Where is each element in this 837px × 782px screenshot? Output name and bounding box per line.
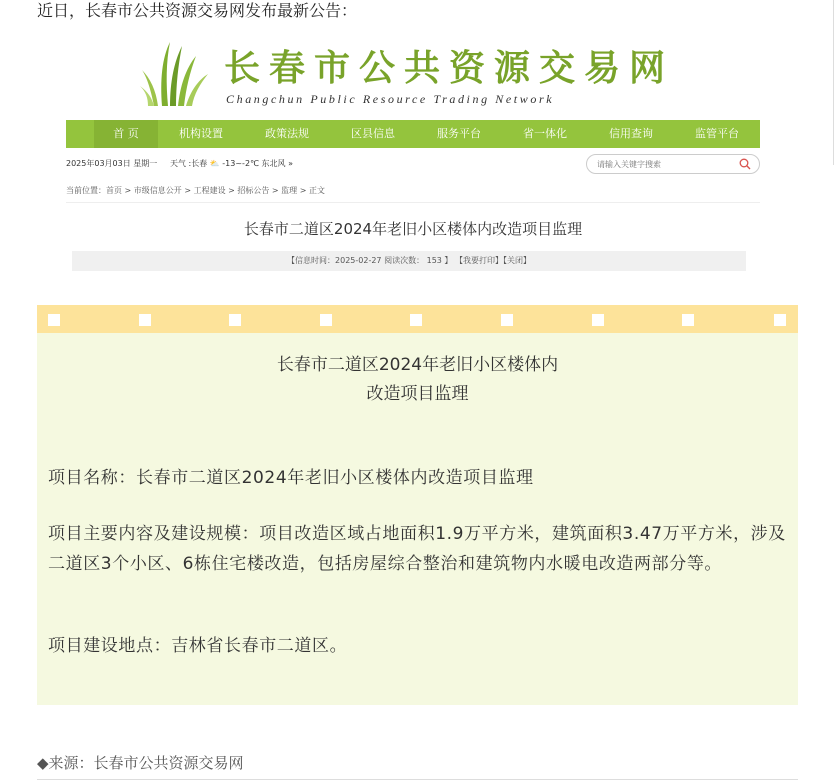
project-name: 项目名称：长春市二道区2024年老旧小区楼体内改造项目监理 <box>48 468 534 488</box>
decor-square <box>501 314 513 326</box>
decor-square <box>320 314 332 326</box>
site-screenshot <box>66 30 760 275</box>
decor-square <box>682 314 694 326</box>
project-location: 项目建设地点：吉林省长春市二道区。 <box>48 636 348 656</box>
nav-policy[interactable]: 政策法规 <box>265 127 309 140</box>
nav-credit-query[interactable]: 信用查询 <box>609 127 653 140</box>
decor-square <box>48 314 60 326</box>
decor-square <box>592 314 604 326</box>
panel-title <box>37 351 798 409</box>
panel-header-strip <box>37 305 798 333</box>
search-input[interactable] <box>597 157 727 171</box>
panel-title-line: 改造项目监理 <box>366 384 469 404</box>
logo-english-name: Changchun Public Resource Trading Network <box>226 92 555 106</box>
decor-square <box>139 314 151 326</box>
nav-supervision[interactable]: 监管平台 <box>695 127 739 140</box>
logo-chinese-name: 长春市公共资源交易网 <box>224 47 675 89</box>
search-box <box>586 154 760 174</box>
decor-square <box>410 314 422 326</box>
panel-title-line: 长春市二道区2024年老旧小区楼体内 <box>276 355 559 375</box>
nav-service-platform[interactable]: 服务平台 <box>437 127 481 140</box>
divider <box>66 202 760 203</box>
nav-organization[interactable]: 机构设置 <box>179 127 223 140</box>
weather-info: 天气 :长春 ⛅ -13~-2℃ 东北风 » <box>170 159 293 168</box>
article-meta-bar[interactable]: 【信息时间：2025-02-27 阅读次数： 153 】 【我要打印】【关闭】 <box>72 251 746 271</box>
announcement-panel <box>37 305 798 705</box>
article-title: 长春市二道区2024年老旧小区楼体内改造项目监理 <box>243 220 583 238</box>
nav-home[interactable]: 首 页 <box>94 120 158 148</box>
nav-district-info[interactable]: 区县信息 <box>351 127 395 140</box>
site-logo[interactable] <box>140 36 675 108</box>
divider <box>37 779 798 780</box>
search-icon[interactable] <box>739 158 751 170</box>
grass-leaves-icon <box>140 36 210 108</box>
current-date: 2025年03月03日 星期一 <box>66 159 158 168</box>
project-scope: 项目主要内容及建设规模：项目改造区域占地面积1.9万平方米，建筑面积3.47万平方米，涉及二道区3个小区、6栋住宅楼改造，包括房屋综合整治和建筑物内水暖电改造两部分等。 <box>48 524 786 574</box>
nav-provincial-integration[interactable]: 省一体化 <box>523 127 567 140</box>
scrollbar-edge <box>833 0 834 165</box>
intro-text: 近日，长春市公共资源交易网发布最新公告： <box>37 1 358 20</box>
source-line: ◆来源：长春市公共资源交易网 <box>37 754 244 772</box>
main-nav <box>66 120 760 148</box>
decor-square <box>774 314 786 326</box>
breadcrumb[interactable]: 当前位置：首页 > 市级信息公开 > 工程建设 > 招标公告 > 监理 > 正文 <box>66 186 325 195</box>
decor-square <box>229 314 241 326</box>
